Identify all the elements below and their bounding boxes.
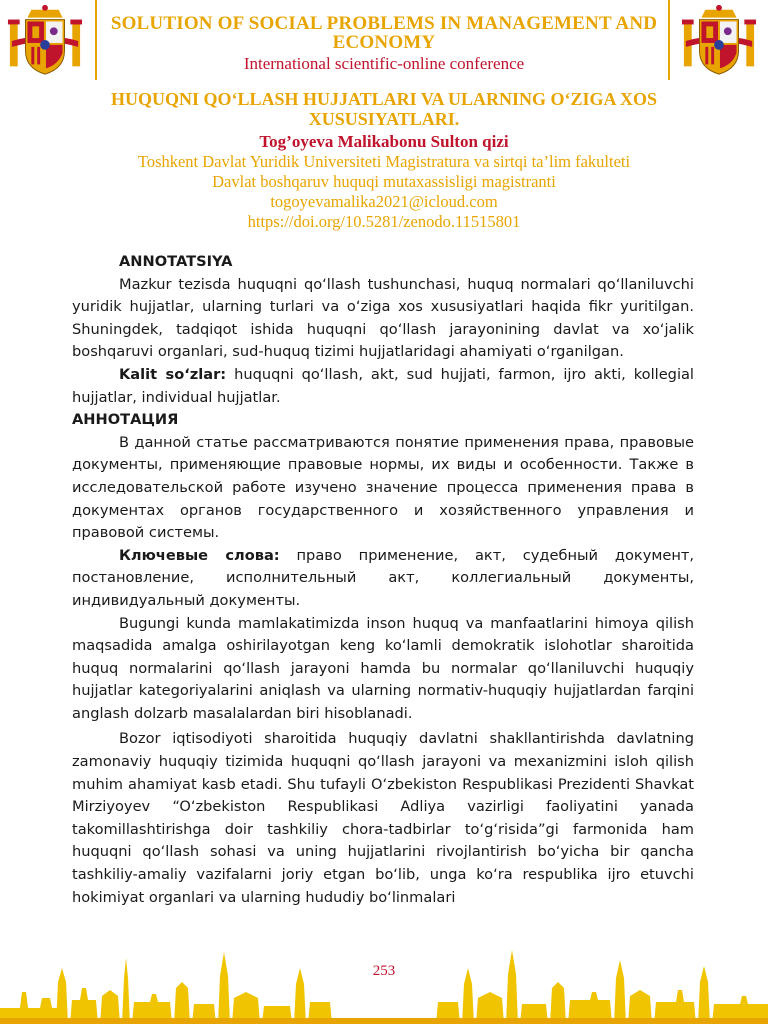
ru-keywords-text: право применение, акт, судебный документ, постановление, исполнительный акт, коллегиальный документы, индивидуальный документы. [72, 546, 695, 609]
ru-keywords-label: Ключевые слова: [119, 546, 280, 564]
body-paragraph-1: Bugungi kunda mamlakatimizda inson huquq va manfaatlarini himoya qilish maqsadida amalga oshirilayotgan keng ko‘lamli demokratik islohotlar sharoitida huquq normalarini qo‘llash jarayoni hamda bu normalar qo‘llaniluvchi huquqiy hujjatlar kategoriyalarini aniqlash va ularning normativ-huquqiy hujjatlardan farqini anglash dolzarb masalalardan biri hisoblanadi. [72, 614, 694, 722]
annotation-paragraph: Mazkur tezisda huquqni qo‘llash tushunchasi, huquq normalari qo‘llaniluvchi yuridik hujjatlar, ularning turlari va o‘ziga xos xususiyatlari haqida fikr yuritilgan. Shuningdek, tadqiqot ishida huquqni qo‘llash jarayonining davlat va xo‘jalik boshqaruvi organlari, sud-huquq tizimi hujjatlaridagi ahamiyati o‘rganilgan. [72, 275, 694, 361]
keywords-label: Kalit so‘zlar: [119, 365, 227, 383]
article-title: HUQUQNI QO‘LLASH HUJJATLARI VA ULARNING O‘ZIGA XOS XUSUSIYATLARI. [110, 89, 658, 129]
doi-link[interactable]: https://doi.org/10.5281/zenodo.11515801 [247, 212, 521, 231]
body-paragraph-2: Bozor iqtisodiyoti sharoitida huquqiy davlatni shakllantirishda davlatning zamonaviy huquqiy tizimida huquqni qo‘llash jarayoni va mexanizmini isloh qilish muhim ahamiyat kasb etadi. Shu tufayli O‘zbekiston Respublikasi Prezidenti Shavkat Mirziyoyev “O‘zbekiston Respublikasi Adliya vazirligi faoliyatini yanada takomillashtirishga doir tashkiliy chora-tadbirlar to‘g‘risida”gi farmonida ham huquqni qo‘llash sohasi va uning hujjatlarini rivojlantirish bo‘yicha bir qancha tashkiliy-amaliy vazifalarni joriy etgan bo‘lib, unga ko‘ra respublika ijro etuvchi hokimiyat organlari va ularning hududiy bo‘linmalari [72, 730, 694, 906]
article-body [72, 251, 694, 909]
affiliation-line-2: Davlat boshqaruv huquqi mutaxassisligi magistranti [212, 172, 556, 191]
conference-subtitle: International scientific-online conference [243, 54, 525, 73]
affiliation-line-1: Toshkent Davlat Yuridik Universiteti Magistratura va sirtqi ta’lim fakulteti [137, 152, 631, 171]
keywords-text: huquqni qo‘llash, akt, sud hujjati, farmon, ijro akti, kollegial hujjatlar, individual hujjatlar. [72, 365, 694, 406]
author-affiliation [60, 152, 708, 232]
ru-annotation-paragraph: В данной статье рассматриваются понятие применения права, правовые документы, применяющие правовые нормы, их виды и особенности. Также в исследовательской работе изучено значение процесса применения права в документах органов государственного и хозяйственного управления и правовой системы. [72, 433, 694, 542]
author-name: Tog’oyeva Malikabonu Sulton qizi [259, 132, 509, 151]
header-divider-left [95, 0, 97, 80]
coat-of-arms-icon [680, 2, 758, 80]
conference-title: SOLUTION OF SOCIAL PROBLEMS IN MANAGEMENT AND ECONOMY [110, 13, 658, 53]
ru-keywords-paragraph [72, 545, 694, 613]
author-email[interactable]: togoyevamalika2021@icloud.com [270, 192, 498, 211]
city-skyline-icon [0, 938, 768, 1024]
coat-of-arms-icon [6, 2, 84, 80]
keywords-paragraph [72, 364, 694, 409]
ru-annotation-heading: АННОТАЦИЯ [72, 411, 179, 429]
conference-header [0, 0, 768, 82]
annotation-heading: ANNOTATSIYA [119, 253, 233, 270]
header-divider-right [668, 0, 670, 80]
page-number: 253 [372, 963, 396, 979]
